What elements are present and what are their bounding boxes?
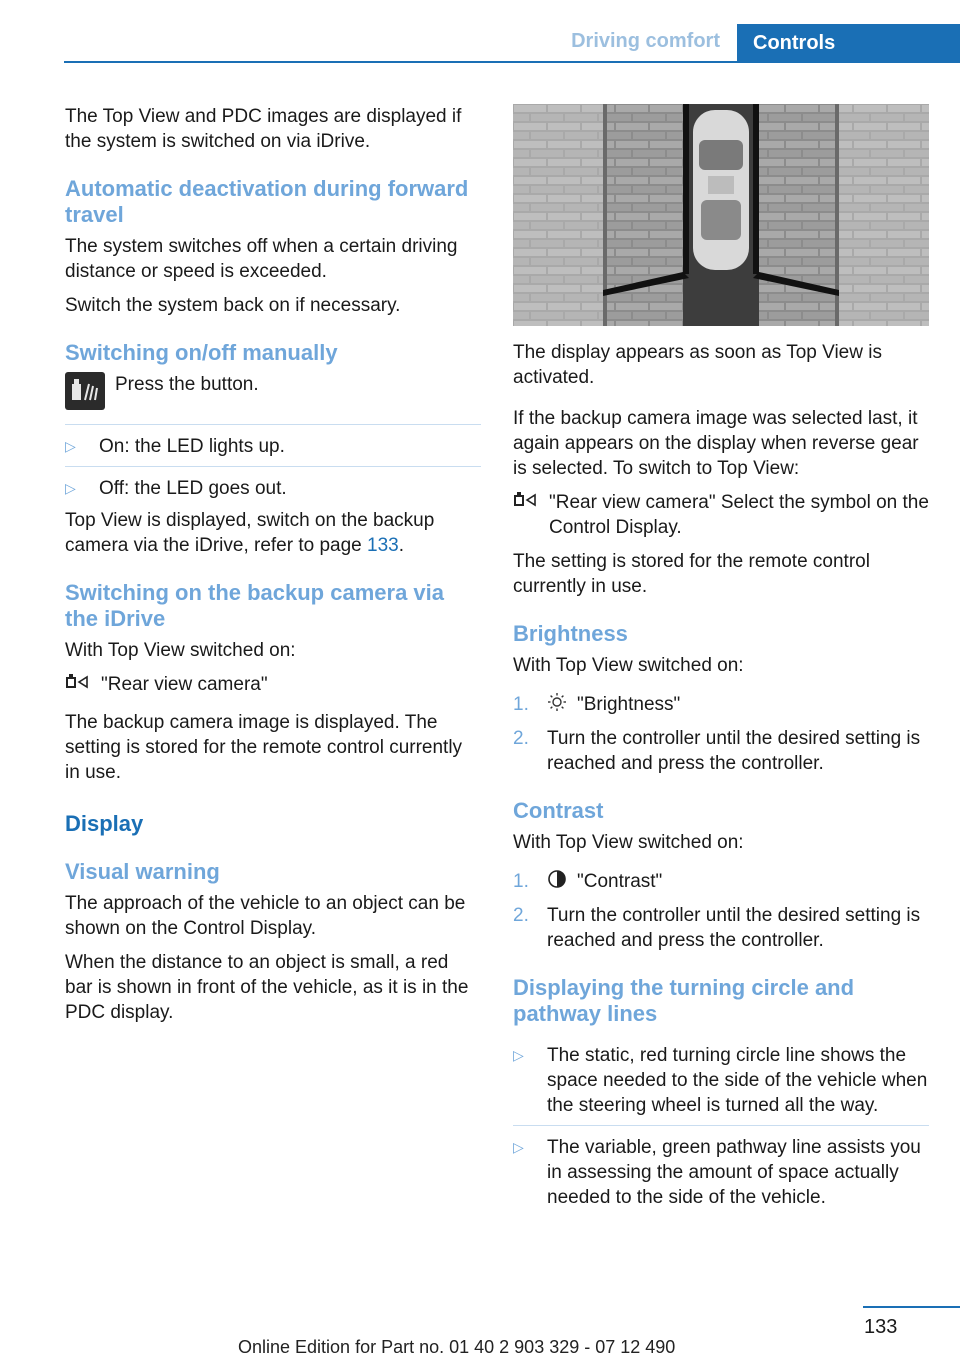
rear-view-camera-text: "Rear view camera" — [101, 674, 268, 695]
triangle-right-icon: ▷ — [513, 1139, 524, 1155]
press-button-row — [65, 372, 481, 410]
contrast-step-2-text: Turn the controller until the desired setting is reached and press the controller. — [547, 905, 921, 951]
right-column — [513, 104, 929, 1217]
intro-paragraph: The Top View and PDC images are displayed if the system is switched on via iDrive. — [65, 106, 462, 152]
top-view-image — [513, 104, 929, 326]
heading-brightness: Brightness — [513, 621, 628, 646]
pdc-button-icon — [65, 372, 105, 410]
sun-icon — [547, 692, 567, 719]
separator — [65, 424, 481, 425]
triangle-right-icon: ▷ — [65, 480, 76, 496]
turning-bullet-1-text: The static, red turning circle line shows the space needed to the side of the vehicle when the steering wheel is turned all the way. — [547, 1045, 928, 1116]
step-number: 2. — [513, 905, 529, 926]
heading-manual: Switching on/off manually — [65, 340, 338, 365]
heading-turning-circle: Displaying the turning circle and pathway lines — [513, 975, 855, 1026]
auto-paragraph-2: Switch the system back on if necessary. — [65, 295, 401, 316]
step-number: 1. — [513, 694, 529, 715]
bullet-on-text: On: the LED lights up. — [99, 436, 285, 457]
topview-period: . — [398, 535, 405, 556]
contrast-step-1-text: "Contrast" — [577, 871, 663, 892]
visual-paragraph-1: The approach of the vehicle to an object can be shown on the Control Display. — [65, 893, 466, 939]
footer-rule — [863, 1306, 960, 1308]
topview-paragraph — [65, 508, 481, 558]
brightness-step-1-text: "Brightness" — [577, 694, 681, 715]
turning-bullet-1 — [513, 1043, 929, 1118]
triangle-right-icon: ▷ — [513, 1047, 524, 1063]
contrast-paragraph: With Top View switched on: — [513, 832, 744, 853]
backup-paragraph-1: With Top View switched on: — [65, 640, 296, 661]
stored-paragraph: The setting is stored for the remote control currently in use. — [513, 551, 870, 597]
turning-bullet-2-text: The variable, green pathway line assists you in assessing the amount of space actually needed to the side of the vehicle. — [547, 1137, 921, 1208]
separator — [65, 466, 481, 467]
header-section: Driving comfort — [571, 30, 720, 52]
rear-view-camera-icon — [65, 672, 91, 701]
backup-paragraph: If the backup camera image was selected last, it again appears on the display when reverse gear is selected. To switch to Top View: — [513, 408, 919, 479]
visual-paragraph-2: When the distance to an object is small, a red bar is shown in front of the vehicle, as it is in the PDC display. — [65, 952, 469, 1023]
step-number: 1. — [513, 871, 529, 892]
header-tab: Controls — [737, 24, 960, 62]
brightness-step-1 — [513, 692, 929, 719]
press-text: Press the button. — [115, 374, 259, 395]
select-symbol-text: "Rear view camera" Select the symbol on the Control Display. — [549, 492, 929, 538]
brightness-step-2-text: Turn the controller until the desired setting is reached and press the controller. — [547, 728, 921, 774]
topview-text: Top View is displayed, switch on the backup camera via the iDrive, refer to page — [65, 510, 435, 556]
contrast-icon — [547, 869, 567, 896]
contrast-step-1 — [513, 869, 929, 896]
brightness-paragraph: With Top View switched on: — [513, 655, 744, 676]
turning-bullet-2 — [513, 1135, 929, 1210]
heading-display: Display — [65, 811, 144, 836]
bullet-on — [65, 434, 481, 459]
separator — [513, 1125, 929, 1126]
brightness-step-2 — [513, 726, 929, 776]
rear-view-camera-line — [65, 672, 481, 701]
auto-paragraph-1: The system switches off when a certain driving distance or speed is exceeded. — [65, 236, 458, 282]
heading-visual-warning: Visual warning — [65, 859, 220, 884]
contrast-step-2 — [513, 903, 929, 953]
edition-note: Online Edition for Part no. 01 40 2 903 329 - 07 12 490 — [238, 1337, 676, 1357]
heading-contrast: Contrast — [513, 798, 604, 823]
backup-paragraph-2: The backup camera image is displayed. The setting is stored for the remote control currently in use. — [65, 712, 463, 783]
display-paragraph: The display appears as soon as Top View is activated. — [513, 342, 882, 388]
step-number: 2. — [513, 728, 529, 749]
bullet-off — [65, 476, 481, 501]
page-number: 133 — [864, 1316, 898, 1338]
heading-backup-camera: Switching on the backup camera via the iDrive — [65, 580, 444, 631]
heading-auto-deactivation: Automatic deactivation during forward travel — [65, 176, 469, 227]
rear-view-camera-icon — [513, 490, 539, 519]
left-column — [65, 104, 481, 1034]
separator — [513, 1033, 929, 1034]
select-symbol-line — [513, 490, 929, 540]
page-link[interactable]: 133 — [367, 535, 399, 556]
bullet-off-text: Off: the LED goes out. — [99, 478, 287, 499]
triangle-right-icon: ▷ — [65, 438, 76, 454]
